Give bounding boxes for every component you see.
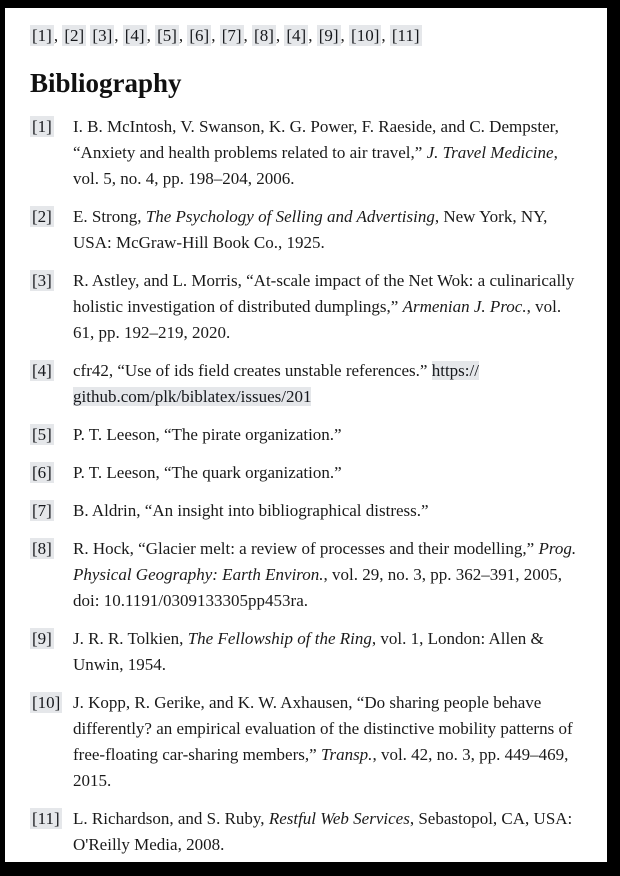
entry-label-link[interactable]: [6]	[32, 463, 52, 482]
entry-segment: B. Aldrin, “An insight into bibliographical distress.”	[73, 501, 429, 520]
entry-title-italic: Prog. Physical Geography: Earth Environ.	[73, 539, 577, 584]
entry-segment: , vol. 5, no. 4, pp. 198–204, 2006.	[73, 143, 558, 188]
entry-label-link[interactable]: [4]	[32, 361, 52, 380]
bibliography-entry	[30, 536, 581, 614]
citation-ref-link[interactable]: [8]	[254, 26, 274, 45]
entry-label	[30, 422, 73, 448]
entry-segment: , Sebastopol, CA, USA: O'Reilly Media, 2008.	[73, 809, 573, 854]
entry-segment: , New York, NY, USA: McGraw-Hill Book Co., 1925.	[73, 207, 548, 252]
entry-label	[30, 268, 73, 294]
entry-text	[73, 204, 581, 256]
citation-ref-link[interactable]: [6]	[189, 26, 210, 45]
entry-text	[73, 690, 581, 794]
citation-ref-link[interactable]: [2]	[64, 26, 85, 45]
bibliography-entry	[30, 498, 581, 524]
entry-text	[73, 806, 581, 858]
entry-label	[30, 114, 73, 140]
entry-label-link[interactable]: [8]	[32, 539, 52, 558]
entry-label	[30, 806, 73, 832]
citation-ref-link[interactable]: [3]	[92, 26, 113, 45]
entry-title-italic: The Psychology of Selling and Advertising	[145, 207, 435, 226]
entry-segment: R. Hock, “Glacier melt: a review of processes and their modelling,”	[73, 539, 539, 558]
citation-ref-link[interactable]: [9]	[318, 26, 339, 45]
entry-segment: I. B. McIntosh, V. Swanson, K. G. Power, F. Raeside, and C. Dempster, “Anxiety and health problems related to air travel,”	[73, 117, 559, 162]
entry-segment: , vol. 61, pp. 192–219, 2020.	[73, 297, 562, 342]
entry-segment: E. Strong,	[73, 207, 146, 226]
entry-segment: , vol. 1, London: Allen & Unwin, 1954.	[73, 629, 544, 674]
bibliography-entry	[30, 806, 581, 858]
bibliography-entry	[30, 358, 581, 410]
entry-text	[73, 626, 581, 678]
entry-text	[73, 536, 581, 614]
entry-label-link[interactable]: [7]	[32, 501, 52, 520]
citation-ref-link[interactable]: [11]	[391, 26, 420, 45]
entry-url-link[interactable]: https://	[431, 361, 479, 380]
entry-segment: J. R. R. Tolkien,	[73, 629, 188, 648]
entry-text	[73, 114, 581, 192]
entry-label	[30, 498, 73, 524]
entry-segment: , vol. 42, no. 3, pp. 449–469, 2015.	[73, 745, 569, 790]
entry-segment: P. T. Leeson, “The quark organization.”	[73, 463, 342, 482]
document-page	[5, 8, 607, 862]
bibliography-list	[30, 114, 581, 858]
entry-label-link[interactable]: [5]	[32, 425, 52, 444]
entry-segment: , vol. 29, no. 3, pp. 362–391, 2005, doi: 10.1191/0309133305pp453ra.	[73, 565, 563, 610]
bibliography-entry	[30, 460, 581, 486]
entry-label-link[interactable]: [9]	[32, 629, 52, 648]
entry-label	[30, 204, 73, 230]
citation-ref-link[interactable]: [1]	[32, 26, 52, 45]
entry-segment: J. Kopp, R. Gerike, and K. W. Axhausen, “Do sharing people behave differently? an empirical evaluation of the distinctive mobility patterns of free-floating car-sharing members,”	[73, 693, 573, 764]
bibliography-entry	[30, 204, 581, 256]
entry-segment: R. Astley, and L. Morris, “At-scale impact of the Net Wok: a culinarically holistic investigation of distributed dumplings,”	[73, 271, 575, 316]
entry-text	[73, 498, 581, 524]
entry-text	[73, 460, 581, 486]
entry-segment: L. Richardson, and S. Ruby,	[73, 809, 269, 828]
entry-label	[30, 358, 73, 384]
bibliography-entry	[30, 690, 581, 794]
citation-line: [1] , [2] [3] , [4] , [5] , [6] , [7] , [8] , [4] , [9] , [10] , [11]	[32, 26, 420, 45]
bibliography-heading: Bibliography	[30, 68, 182, 98]
entry-title-italic: The Fellowship of the Ring	[187, 629, 372, 648]
entry-label-link[interactable]: [3]	[32, 271, 52, 290]
entry-text	[73, 358, 581, 410]
citation-ref-link[interactable]: [7]	[221, 26, 242, 45]
entry-text	[73, 422, 581, 448]
entry-segment: cfr42, “Use of ids field creates unstable references.”	[73, 361, 432, 380]
entry-label	[30, 536, 73, 562]
citation-ref-link[interactable]: [4]	[124, 26, 145, 45]
bibliography-entry	[30, 268, 581, 346]
entry-label-link[interactable]: [2]	[32, 207, 52, 226]
entry-text	[73, 268, 581, 346]
entry-title-italic: J. Travel Medicine	[426, 143, 554, 162]
bibliography-entry	[30, 626, 581, 678]
entry-title-italic: Armenian J. Proc.	[402, 297, 527, 316]
entry-label-link[interactable]: [10]	[32, 693, 61, 712]
entry-label-link[interactable]: [11]	[32, 809, 60, 828]
citation-ref-link[interactable]: [10]	[351, 26, 380, 45]
entry-url-link[interactable]: github.com/plk/biblatex/issues/201	[73, 387, 312, 406]
entry-label	[30, 690, 73, 716]
entry-label	[30, 460, 73, 486]
citation-ref-link[interactable]: [4]	[286, 26, 307, 45]
bibliography-entry	[30, 114, 581, 192]
entry-label	[30, 626, 73, 652]
bibliography-entry	[30, 422, 581, 448]
entry-segment: P. T. Leeson, “The pirate organization.”	[73, 425, 342, 444]
entry-label-link[interactable]: [1]	[32, 117, 52, 136]
entry-title-italic: Transp.	[320, 745, 373, 764]
entry-title-italic: Restful Web Services	[268, 809, 410, 828]
citation-ref-link[interactable]: [5]	[157, 26, 177, 45]
